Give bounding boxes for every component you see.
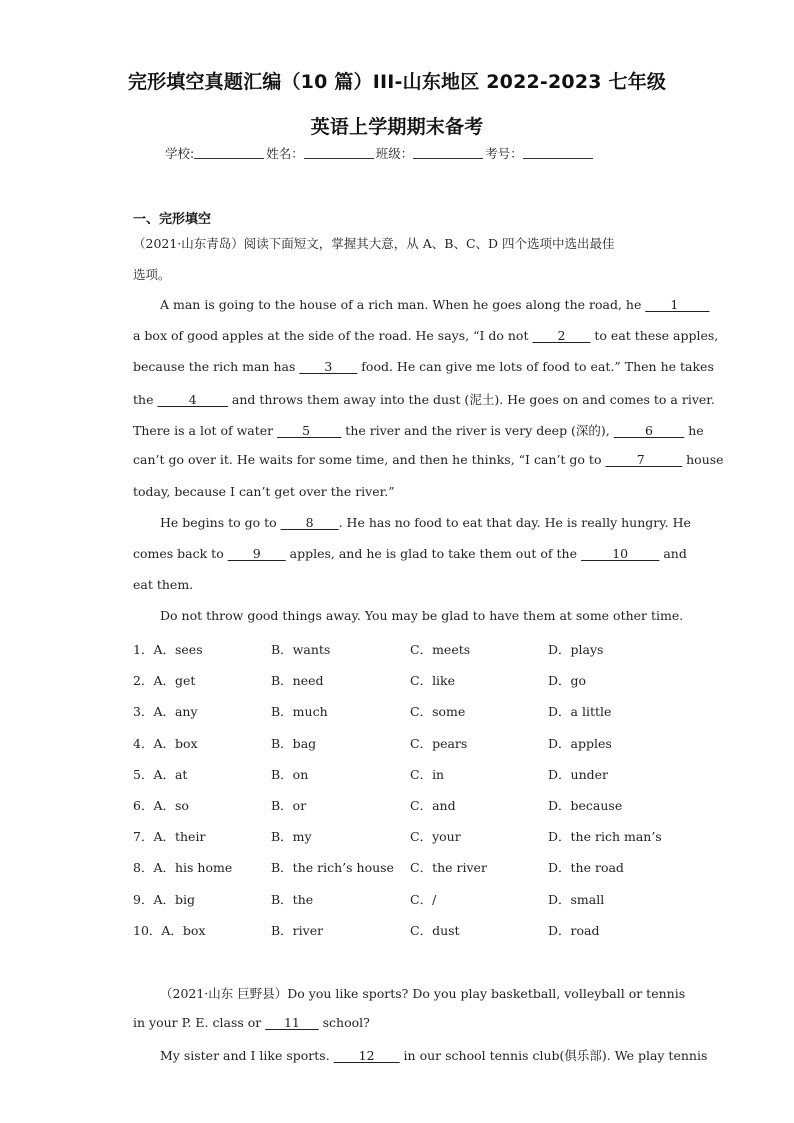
section-instruction: （2021·山东青岛）阅读下面短文，掌握其大意，从 A、B、C、D 四个选项中选出最佳: [133, 236, 615, 251]
question-option-a: 1．A．sees: [133, 642, 203, 657]
question-option-d: D．under: [548, 766, 608, 782]
question-option-c: C．pears: [410, 735, 468, 751]
question-option-d: D．apples: [548, 735, 612, 751]
blank-2: ____2____: [532, 328, 591, 343]
blank-1: ____1_____: [645, 297, 710, 312]
section-heading: 一、完形填空: [133, 212, 212, 227]
passage-line: because the rich man has ____3____ food. He can give me lots of food to eat.” Then he takes: [133, 359, 714, 374]
question-option-a: 7．A．their: [133, 829, 206, 845]
question-option-d: D．the road: [548, 860, 624, 876]
question-option-c: C．in: [410, 766, 445, 782]
question-option-c: C．the river: [410, 860, 487, 876]
school-label: 学校:: [165, 146, 195, 161]
passage-line: today, because I can’t get over the river.”: [133, 484, 395, 499]
question-option-b: B．the: [271, 891, 314, 907]
name-blank[interactable]: [304, 146, 374, 159]
question-option-a: 4．A．box: [133, 735, 198, 751]
blank-7: _____7______: [605, 452, 683, 467]
school-blank[interactable]: [194, 146, 264, 159]
question-option-a: 10．A．box: [133, 922, 206, 938]
question-option-a: 2．A．get: [133, 673, 196, 689]
question-option-b: B．wants: [271, 642, 331, 657]
passage2-line: （2021·山东 巨野县）Do you like sports? Do you play basketball, volleyball or tennis: [160, 986, 686, 1001]
question-option-b: B．my: [271, 829, 312, 845]
blank-10: _____10_____: [580, 546, 660, 561]
question-option-d: D．the rich man’s: [548, 829, 662, 845]
question-option-a: 6．A．so: [133, 798, 189, 813]
passage-line: He begins to go to ____8____. He has no food to eat that day. He is really hungry. He: [160, 515, 691, 530]
question-option-a: 9．A．big: [133, 891, 195, 907]
question-option-a: 8．A．his home: [133, 860, 233, 876]
blank-8: ____8____: [280, 515, 339, 530]
question-option-c: C．and: [410, 798, 456, 813]
question-option-a: 5．A．at: [133, 766, 188, 782]
question-option-c: C．some: [410, 704, 466, 720]
question-option-d: D．plays: [548, 642, 604, 657]
question-option-d: D．a little: [548, 704, 612, 720]
passage-line: There is a lot of water ____5_____ the river and the river is very deep (深的), _____6_____ he: [133, 423, 704, 438]
question-option-c: C．meets: [410, 642, 471, 657]
blank-5: ____5_____: [277, 423, 342, 438]
question-option-d: D．go: [548, 673, 587, 689]
passage-line: comes back to ____9____ apples, and he is glad to take them out of the _____10_____ and: [133, 546, 687, 561]
section-instruction-cont: 选项。: [133, 267, 171, 282]
blank-9: ____9____: [227, 546, 286, 561]
question-option-b: B．or: [271, 798, 307, 813]
class-label: 班级：: [375, 146, 414, 161]
passage-line: eat them.: [133, 577, 194, 592]
passage-line: A man is going to the house of a rich man. When he goes along the road, he ____1_____: [160, 297, 710, 312]
passage2-line: My sister and I like sports. ____12____ in our school tennis club(俱乐部). We play tennis: [160, 1048, 708, 1063]
blank-4: _____4_____: [157, 392, 228, 407]
number-label: 考号：: [485, 146, 523, 161]
student-info-fields: [165, 144, 595, 162]
blank-12: ____12____: [333, 1048, 400, 1063]
passage2-line: in your P. E. class or ___11___ school?: [133, 1015, 370, 1030]
question-option-c: C．/: [410, 891, 437, 907]
question-option-b: B．much: [271, 704, 328, 720]
blank-11: ___11___: [265, 1015, 319, 1030]
passage-line: the _____4_____ and throws them away into the dust (泥土). He goes on and comes to a river.: [133, 392, 715, 407]
blank-3: ____3____: [299, 359, 358, 374]
passage-line: Do not throw good things away. You may be glad to have them at some other time.: [160, 608, 684, 623]
class-blank[interactable]: [413, 146, 483, 159]
question-option-b: B．the rich’s house: [271, 860, 394, 876]
question-option-b: B．bag: [271, 735, 317, 751]
page-title-line-1: 完形填空真题汇编（10 篇）III-山东地区 2022-2023 七年级: [127, 71, 667, 93]
question-option-c: C．dust: [410, 922, 460, 938]
number-blank[interactable]: [523, 146, 593, 159]
name-label: 姓名：: [266, 146, 304, 161]
question-option-c: C．your: [410, 829, 461, 845]
question-option-a: 3．A．any: [133, 704, 198, 720]
page-title-line-2: 英语上学期期末备考: [310, 116, 484, 138]
question-option-b: B．river: [271, 922, 324, 938]
passage-line: a box of good apples at the side of the road. He says, “I do not ____2____ to eat these apples,: [133, 328, 719, 343]
question-option-d: D．road: [548, 922, 600, 938]
question-option-c: C．like: [410, 673, 456, 689]
question-option-d: D．small: [548, 891, 605, 907]
question-option-d: D．because: [548, 798, 623, 813]
blank-6: _____6_____: [613, 423, 685, 438]
question-option-b: B．need: [271, 673, 324, 689]
passage-line: can’t go over it. He waits for some time, and then he thinks, “I can’t go to _____7______ house: [133, 452, 724, 467]
question-option-b: B．on: [271, 766, 309, 782]
